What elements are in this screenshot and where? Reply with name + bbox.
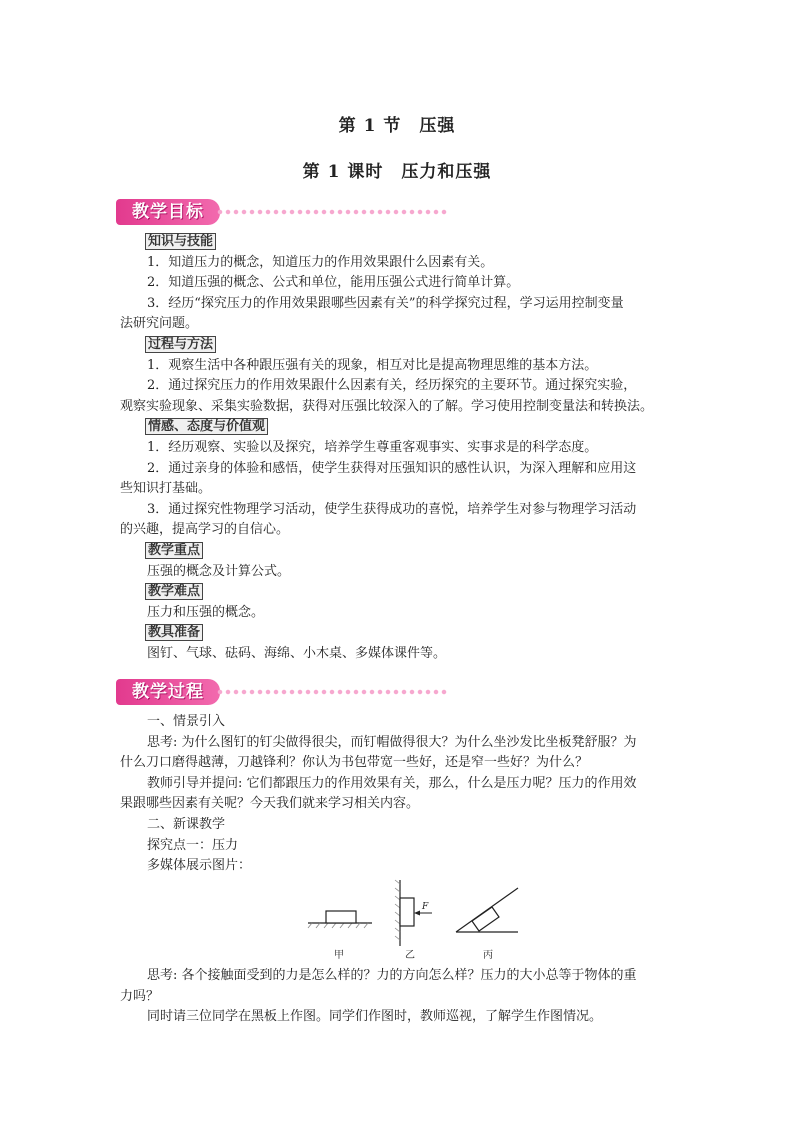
text-line: 2．通过探究压力的作用效果跟什么因素有关，经历探究的主要环节。通过探究实验，: [147, 378, 637, 394]
text-line: 2．通过亲身的体验和感悟，使学生获得对压强知识的感性认识，为深入理解和应用这: [147, 460, 637, 476]
text-line: 法研究问题。: [120, 316, 199, 332]
figure-label-c: 丙: [483, 950, 493, 961]
banner-dots: [216, 688, 448, 696]
text-line: 1．经历观察、实验以及探究，培养学生尊重客观事实、实事求是的科学态度。: [147, 439, 598, 455]
subheading-method: 过程与方法: [145, 336, 216, 353]
text-line: 果跟哪些因素有关呢？今天我们就来学习相关内容。: [120, 796, 420, 812]
figure-label-b: 乙: [405, 950, 415, 961]
force-arrow-head: [414, 911, 420, 916]
text-line: 探究点一：压力: [147, 837, 239, 853]
text-line: 些知识打基础。: [120, 481, 212, 497]
text-line: 2．知道压强的概念、公式和单位，能用压强公式进行简单计算。: [147, 275, 520, 291]
text-line: 一、情景引入: [147, 714, 226, 729]
text-line: 力吗？: [120, 988, 160, 1004]
process-content: [120, 712, 680, 877]
subheading-attitude: 情感、态度与价值观: [145, 418, 268, 435]
force-diagram: [306, 876, 526, 964]
banner-label: 教学过程: [116, 679, 220, 705]
subheading-key-point: 教学重点: [145, 542, 203, 559]
text-line: 图钉、气球、砝码、海绵、小木桌、多媒体课件等。: [147, 645, 447, 661]
after-figure-content: [120, 966, 680, 1028]
lesson-title: 第 1 课时 压力和压强: [302, 162, 492, 182]
text-line: 压力和压强的概念。: [147, 604, 265, 620]
text-line: 的兴趣，提高学习的自信心。: [120, 522, 290, 538]
text-line: 压强的概念及计算公式。: [147, 563, 291, 579]
subheading-knowledge: 知识与技能: [145, 233, 216, 250]
block-b: [400, 898, 414, 926]
section-title: 第 1 节 压强: [338, 116, 456, 136]
subheading-tools: 教具准备: [145, 624, 203, 641]
text-line: 观察实验现象、采集实验数据，获得对压强比较深入的了解。学习使用控制变量法和转换法。: [120, 398, 654, 414]
teaching-process-banner: [116, 679, 448, 707]
force-label: F: [422, 902, 429, 912]
subheading-difficulty: 教学难点: [145, 583, 203, 600]
text-line: 3．通过探究性物理学习活动，使学生获得成功的喜悦，培养学生对参与物理学习活动: [147, 501, 637, 517]
figure-label-a: 甲: [334, 950, 344, 961]
goals-content: [120, 232, 680, 664]
teaching-goals-banner: [116, 199, 448, 227]
text-line: 思考: 为什么图钉的钉尖做得很尖，而钉帽做得很大？为什么坐沙发比坐板凳舒服？为: [147, 734, 637, 750]
text-line: 1．观察生活中各种跟压强有关的现象，相互对比是提高物理思维的基本方法。: [147, 357, 598, 373]
text-line: 3．经历“探究压力的作用效果跟哪些因素有关”的科学探究过程，学习运用控制变量: [147, 295, 624, 311]
text-line: 教师引导并提问: 它们都跟压力的作用效果有关，那么，什么是压力呢？压力的作用效: [147, 775, 637, 791]
text-line: 思考: 各个接触面受到的力是怎么样的？力的方向怎么样？压力的大小总等于物体的重: [147, 968, 637, 983]
wall-hatch: [395, 880, 400, 940]
banner-label: 教学目标: [116, 199, 220, 225]
block-a: [326, 911, 356, 923]
text-line: 同时请三位同学在黑板上作图。同学们作图时，教师巡视，了解学生作图情况。: [147, 1009, 603, 1025]
text-line: 二、新课教学: [147, 816, 226, 832]
text-line: 多媒体展示图片：: [147, 858, 252, 874]
banner-dots: [216, 208, 448, 216]
text-line: 什么刀口磨得越薄，刀越锋利？你认为书包带宽一些好，还是窄一些好？为什么？: [120, 755, 589, 771]
ground-hatch: [308, 923, 368, 928]
text-line: 1．知道压力的概念，知道压力的作用效果跟什么因素有关。: [147, 254, 494, 270]
